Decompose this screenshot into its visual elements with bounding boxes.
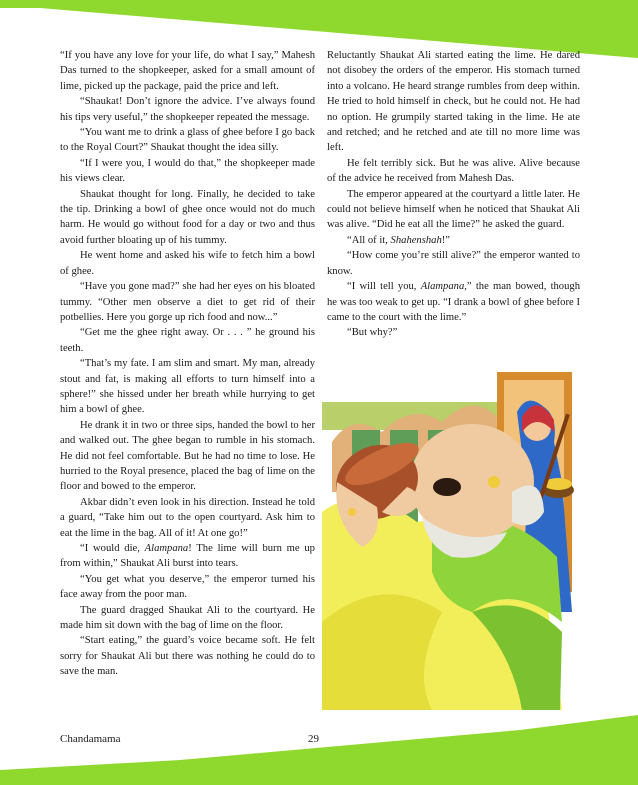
italic-term: Alampana (144, 543, 189, 554)
story-paragraph (60, 541, 315, 572)
story-paragraph: He felt terribly sick. But he was alive. Alive because of the advice he received from Mahesh Das. (327, 157, 580, 185)
story-paragraph (327, 279, 580, 325)
paragraph-text: !” (441, 234, 450, 246)
paragraph-text: “I would die, (80, 543, 145, 554)
story-paragraph: “If you have any love for your life, do what I say,” Mahesh Das turned to the shopkeeper, asked for a small amount of lime, picked up the package, paid the price and left. (60, 50, 315, 92)
story-paragraph: He went home and asked his wife to fetch him a bowl of ghee. (60, 250, 315, 277)
story-paragraph: Reluctantly Shaukat Ali started eating the lime. He dared not disobey the orders of the emperor. His stomach turned into a volcano. He heard strange rumbles from deep within. He tried to hold himself in check, but he could not. He had no option. He grumpily started taking in the lime. He ate and retched; and he retched and ate till no more lime was left. (327, 50, 580, 154)
story-illustration (322, 372, 580, 710)
story-paragraph: “Start eating,” the guard’s voice became soft. He felt sorry for Shaukat Ali but there was nothing he could do to save the man. (60, 635, 315, 678)
italic-term: Shahenshah (390, 234, 442, 246)
right-text-column (327, 48, 580, 341)
shaukat-ali-figure-image (322, 424, 562, 710)
italic-term: Alampana (420, 281, 465, 293)
paragraph-text: ! The lime will burn me up from within,” Shaukat Ali burst into tears. (60, 543, 315, 570)
story-paragraph: “Get me the ghee right away. Or . . . ” he ground his teeth. (60, 327, 315, 354)
story-paragraph: Shaukat thought for long. Finally, he decided to take the tip. Drinking a bowl of ghee once would not do much harm. He would go without food for a day or two and thus avoid further bloating up of his tummy. (60, 188, 315, 246)
paragraph-text: “I will tell you, (347, 281, 421, 293)
story-paragraph (327, 233, 580, 248)
story-paragraph: “But why?” (347, 327, 398, 339)
story-paragraph: The guard dragged Shaukat Ali to the courtyard. He made him sit down with the bag of lime on the floor. (60, 604, 315, 632)
story-paragraph: The emperor appeared at the courtyard a little later. He could not believe himself when he noticed that Shaukat Ali was alive. “Did he eat all the lime?” he asked the guard. (327, 188, 580, 231)
story-paragraph: He drank it in two or three sips, handed the bowl to her and walked out. The ghee began to rumble in his stomach. He did not feel comfortable. But he had no time to lose. He hurried to the Royal presence, placed the bag of lime on the floor and bowed to the emperor. (60, 419, 315, 493)
story-paragraph: “How come you’re still alive?” the emperor wanted to know. (327, 250, 580, 277)
paragraph-text: ,” the man bowed, though he was too weak to get up. “I drank a bowl of ghee before I came to the court with the lime.” (327, 281, 580, 323)
paragraph-text: “All of it, (347, 234, 391, 246)
story-paragraph: “You want me to drink a glass of ghee before I go back to the Royal Court?” Shaukat thought the idea silly. (60, 127, 315, 154)
page-number: 29 (308, 733, 319, 745)
story-paragraph: “Shaukat! Don’t ignore the advice. I’ve always found his tips very useful,” the shopkeeper repeated the message. (60, 96, 315, 123)
story-paragraph: “You get what you deserve,” the emperor turned his face away from the poor man. (60, 573, 315, 601)
story-paragraph: “That’s my fate. I am slim and smart. My man, already stout and fat, is making all efforts to turn himself into a sphere!” she hissed under her breath while hurrying to get him a bowl of ghee. (60, 358, 315, 416)
magazine-name: Chandamama (60, 733, 121, 745)
story-paragraph: “If I were you, I would do that,” the shopkeeper made his views clear. (60, 157, 315, 185)
story-paragraph: “Have you gone mad?” she had her eyes on his bloated tummy. “Other men observe a diet to get rid of their potbellies. Here you gorge up rich food and now...” (60, 281, 315, 323)
left-text-column (60, 48, 315, 680)
story-paragraph: Akbar didn’t even look in his direction. Instead he told a guard, “Take him out to the open courtyard. Ask him to eat the lime in the bag. All of it! At one go!” (60, 496, 315, 539)
